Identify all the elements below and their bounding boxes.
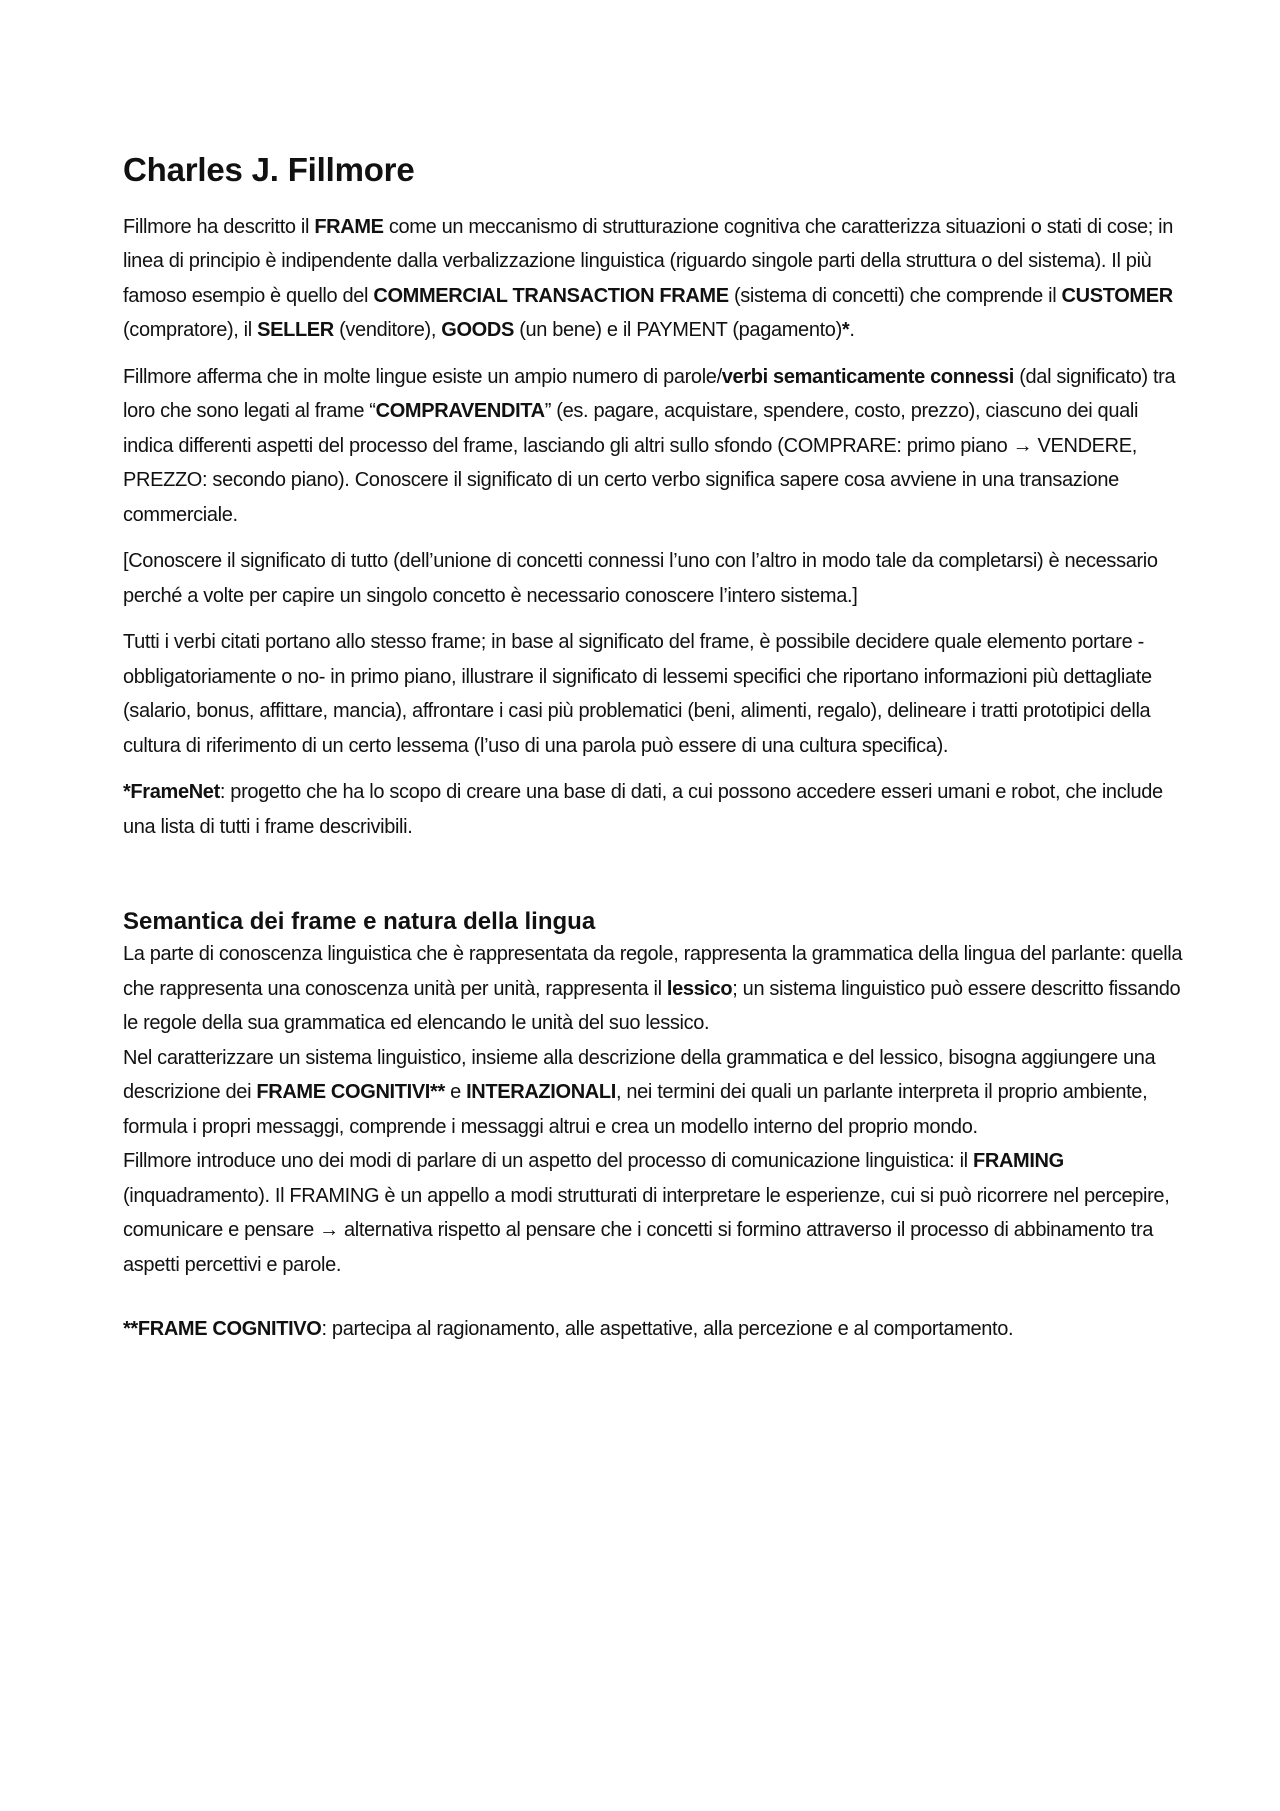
text: . [849,319,855,342]
text: Fillmore introduce uno dei modi di parlare di un aspetto del processo di comunicazione linguistica: il [123,1150,973,1173]
text: (sistema di concetti) che comprende il [728,284,1062,307]
term-customer: CUSTOMER [1061,284,1173,307]
text: : partecipa al ragionamento, alle aspettative, alla percezione e al comportamento. [321,1318,1014,1341]
term-frame: FRAME [314,215,384,238]
text: (compratore), il [123,319,258,342]
text: (un bene) e il PAYMENT (pagamento) [513,319,842,342]
document-page [123,150,1183,1347]
footnote-marker: * [841,319,850,342]
text: Fillmore ha descritto il [123,215,315,238]
term-compravendita: COMPRAVENDITA [375,400,545,423]
term-framenet: *FrameNet [123,781,220,804]
term-verbi-semanticamente-connessi: verbi semanticamente connessi [721,365,1014,388]
text: , nei termini dei quali un parlante interpreta il proprio ambiente, formula i propri messaggi, comprende i messaggi altrui e crea un modello interno del proprio mondo. [123,1081,1148,1138]
paragraph-compravendita [123,360,1183,533]
term-seller: SELLER [257,319,334,342]
page-title: Charles J. Fillmore [123,151,415,188]
paragraph-frame-definition [123,210,1183,348]
term-frame-cognitivo: **FRAME COGNITIVO [123,1318,322,1341]
section-gap [123,856,1183,906]
paragraph-framing [123,1144,1183,1282]
term-lessico: lessico [666,977,733,1000]
text: (venditore), [333,319,442,342]
term-goods: GOODS [441,319,514,342]
text: La parte di conoscenza linguistica che è rappresentata da regole, rappresenta la grammatica della lingua del parlante: quella che rappresenta una conoscenza unità per unità, rappresenta il [123,943,1183,1000]
note-gap [123,1282,1183,1312]
text: Fillmore afferma che in molte lingue esiste un ampio numero di parole/ [123,365,722,388]
text: Nel caratterizzare un sistema linguistico, insieme alla descrizione della grammatica e del lessico, bisogna aggiungere una descrizione dei [123,1046,1156,1104]
term-commercial-transaction-frame: COMMERCIAL TRANSACTION FRAME [373,284,729,307]
term-framing: FRAMING [972,1150,1064,1173]
text: come un meccanismo di strutturazione cognitiva che caratterizza situazioni o stati di cose; in linea di principio è indipendente dalla verbalizzazione linguistica (riguardo singole parti della struttura o del sistema). Il più famoso esempio è quello del [123,215,1174,307]
term-interazionali: INTERAZIONALI [466,1081,616,1104]
text: e [444,1081,467,1104]
paragraph-lessico [123,937,1183,1041]
text: ” (es. pagare, acquistare, spendere, costo, prezzo), ciascuno dei quali indica differenti aspetti del processo del frame, lasciando gli altri sullo sfondo (COMPRARE: primo piano → VENDERE, PREZZO: secondo piano). Conoscere il significato di un certo verbo significa sapere cosa avviene in una transazione commerciale. [123,400,1139,526]
paragraph-bracket-note: [Conoscere il significato di tutto (dell’unione di concetti connessi l’uno con l’altro in modo tale da completarsi) è necessario perché a volte per capire un singolo concetto è necessario conoscere l’intero sistema.] [123,550,1158,607]
section-heading: Semantica dei frame e natura della lingua [123,908,596,936]
paragraph-verbs-frame: Tutti i verbi citati portano allo stesso frame; in base al significato del frame, è possibile decidere quale elemento portare -obbligatoriamente o no- in primo piano, illustrare il significato di lessemi specifici che riportano informazioni più dettagliate (salario, bonus, affittare, mancia), affrontare i casi più problematici (beni, alimenti, regalo), delineare i tratti prototipici della cultura di riferimento di un certo lessema (l’uso di una parola può essere di una cultura specifica). [123,631,1152,757]
text: : progetto che ha lo scopo di creare una base di dati, a cui possono accedere esseri umani e robot, che include una lista di tutti i frame descrivibili. [123,781,1163,838]
text: (inquadramento). Il FRAMING è un appello a modi strutturati di interpretare le esperienze, cui si può ricorrere nel percepire, comunicare e pensare → alternativa rispetto al pensare che i concetti si formino attraverso il processo di abbinamento tra aspetti percettivi e parole. [123,1184,1170,1276]
text: ; un sistema linguistico può essere descritto fissando le regole della sua grammatica ed elencando le unità del suo lessico. [123,977,1181,1035]
term-frame-cognitivi: FRAME COGNITIVI** [256,1081,445,1104]
paragraph-frame-cognitivi [123,1041,1183,1145]
paragraph-framenet [123,775,1183,844]
paragraph-frame-cognitivo-note [123,1312,1183,1347]
text: (dal significato) tra loro che sono legati al frame “ [123,365,1176,423]
